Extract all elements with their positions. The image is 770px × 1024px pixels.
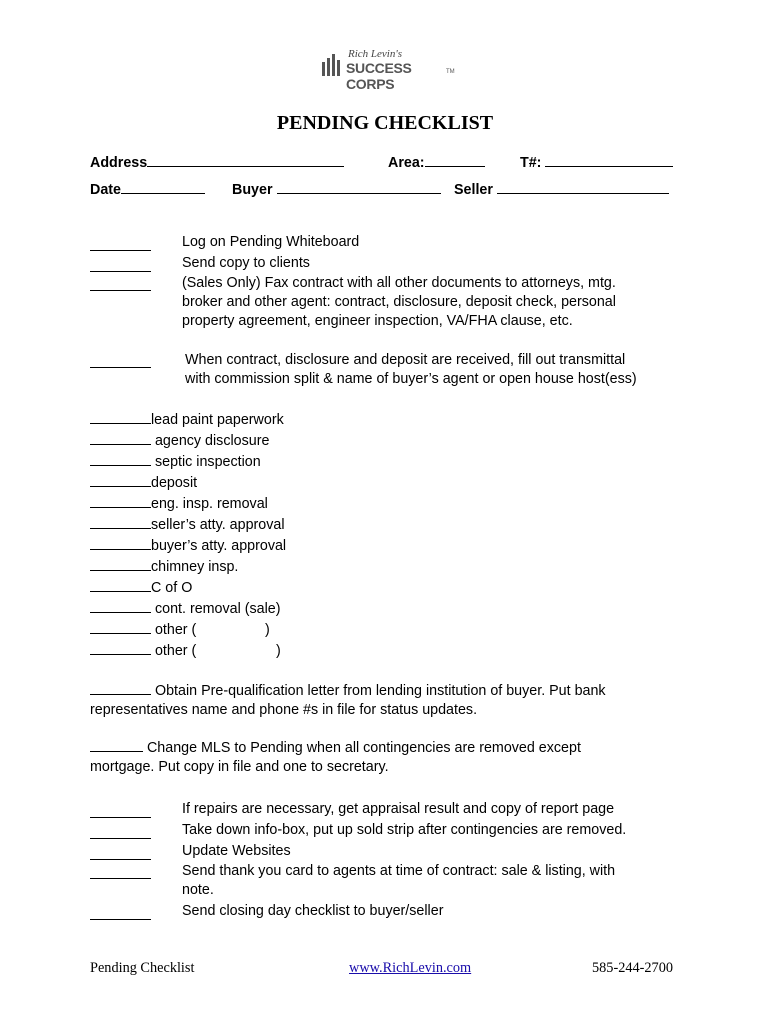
check-blank[interactable] xyxy=(90,453,151,466)
address-field[interactable] xyxy=(90,154,344,171)
contingency-item xyxy=(90,474,197,493)
t-line[interactable] xyxy=(545,154,673,167)
contingency-label: C of O xyxy=(151,580,193,596)
check-blank[interactable] xyxy=(90,805,151,818)
area-label: Area: xyxy=(388,155,425,171)
buyer-line[interactable] xyxy=(277,181,441,194)
list-item: Log on Pending Whiteboard xyxy=(182,234,360,250)
check-blank[interactable] xyxy=(90,826,151,839)
list-item: Take down info-box, put up sold strip after contingencies are removed. xyxy=(182,822,627,838)
check-blank[interactable] xyxy=(90,621,151,634)
seller-field[interactable] xyxy=(454,181,669,198)
check-blank[interactable] xyxy=(90,278,151,291)
contingency-label: deposit xyxy=(151,475,198,491)
seller-line[interactable] xyxy=(497,181,669,194)
success-corps-logo xyxy=(322,48,462,92)
check-blank[interactable] xyxy=(90,355,151,368)
seller-label: Seller xyxy=(454,182,493,198)
mls-text: Change MLS to Pending when all contingencies are removed except xyxy=(143,740,581,756)
check-blank[interactable] xyxy=(90,579,151,592)
date-field[interactable] xyxy=(90,181,205,198)
footer-title: Pending Checklist xyxy=(90,960,195,976)
list-item: note. xyxy=(182,882,214,898)
check-blank[interactable] xyxy=(90,516,151,529)
contingency-label: other ( xyxy=(151,643,197,659)
mls-text-2: mortgage. Put copy in file and one to secretary. xyxy=(90,759,389,775)
contingency-label: eng. insp. removal xyxy=(151,496,268,512)
address-label: Address xyxy=(90,155,148,171)
contingency-item xyxy=(90,411,284,430)
contingency-item xyxy=(90,516,285,535)
contingency-label: septic inspection xyxy=(151,454,261,470)
close-paren: ) xyxy=(265,622,270,638)
check-blank[interactable] xyxy=(90,411,151,424)
footer-phone: 585-244-2700 xyxy=(592,960,674,976)
buyer-label: Buyer xyxy=(232,182,273,198)
website-link[interactable]: www.RichLevin.com xyxy=(349,960,472,976)
page-title: PENDING CHECKLIST xyxy=(276,112,494,134)
contingency-label: cont. removal (sale) xyxy=(151,601,281,617)
address-line[interactable] xyxy=(147,154,344,167)
check-blank[interactable] xyxy=(90,739,143,752)
contingency-label: lead paint paperwork xyxy=(151,412,284,428)
check-blank[interactable] xyxy=(90,907,151,920)
contingency-item xyxy=(90,495,268,514)
logo-bars-icon xyxy=(322,52,344,76)
contingency-item xyxy=(90,642,196,661)
list-item: (Sales Only) Fax contract with all other documents to attorneys, mtg. xyxy=(182,275,616,291)
buyer-field[interactable] xyxy=(232,181,441,198)
contingency-item xyxy=(90,432,269,451)
check-blank[interactable] xyxy=(90,866,151,879)
check-blank[interactable] xyxy=(90,495,151,508)
logo-line1: Rich Levin's xyxy=(348,48,402,60)
prequal-text-2: representatives name and phone #s in file for status updates. xyxy=(90,702,478,718)
contingency-label: other ( xyxy=(151,622,197,638)
check-blank[interactable] xyxy=(90,432,151,445)
contingency-item xyxy=(90,600,281,619)
list-item: Send closing day checklist to buyer/seller xyxy=(182,903,444,919)
contingency-item xyxy=(90,579,192,598)
check-blank[interactable] xyxy=(90,238,151,251)
list-item: When contract, disclosure and deposit are received, fill out transmittal xyxy=(185,352,626,368)
check-blank[interactable] xyxy=(90,682,151,695)
area-field[interactable] xyxy=(388,154,485,171)
contingency-label: chimney insp. xyxy=(151,559,239,575)
list-item: If repairs are necessary, get appraisal result and copy of report page xyxy=(182,801,615,817)
logo-line2: SUCCESS CORPS xyxy=(346,60,412,92)
contingency-label: buyer’s atty. approval xyxy=(151,538,287,554)
area-line[interactable] xyxy=(425,154,485,167)
list-item: with commission split & name of buyer’s agent or open house host(ess) xyxy=(185,371,637,387)
date-line[interactable] xyxy=(121,181,205,194)
check-blank[interactable] xyxy=(90,847,151,860)
check-blank[interactable] xyxy=(90,537,151,550)
contingency-item xyxy=(90,621,196,640)
contingency-label: agency disclosure xyxy=(151,433,270,449)
list-item: property agreement, engineer inspection, VA/FHA clause, etc. xyxy=(182,313,573,329)
close-paren: ) xyxy=(276,643,281,659)
prequal-text: Obtain Pre-qualification letter from lending institution of buyer. Put bank xyxy=(151,683,606,699)
check-blank[interactable] xyxy=(90,642,151,655)
check-blank[interactable] xyxy=(90,600,151,613)
contingency-label: seller’s atty. approval xyxy=(151,517,285,533)
contingency-item xyxy=(90,453,261,472)
list-item: Send copy to clients xyxy=(182,255,310,271)
t-field[interactable] xyxy=(520,154,673,171)
t-label: T#: xyxy=(520,155,542,171)
contingency-item xyxy=(90,537,286,556)
mls-item xyxy=(90,739,581,758)
logo-tm: TM xyxy=(446,69,455,75)
check-blank[interactable] xyxy=(90,474,151,487)
list-item: Send thank you card to agents at time of contract: sale & listing, with xyxy=(182,863,616,879)
date-label: Date xyxy=(90,182,121,198)
check-blank[interactable] xyxy=(90,259,151,272)
contingency-item xyxy=(90,558,238,577)
list-item: Update Websites xyxy=(182,843,291,859)
check-blank[interactable] xyxy=(90,558,151,571)
prequal-item xyxy=(90,682,606,701)
list-item: broker and other agent: contract, disclosure, deposit check, personal xyxy=(182,294,616,310)
